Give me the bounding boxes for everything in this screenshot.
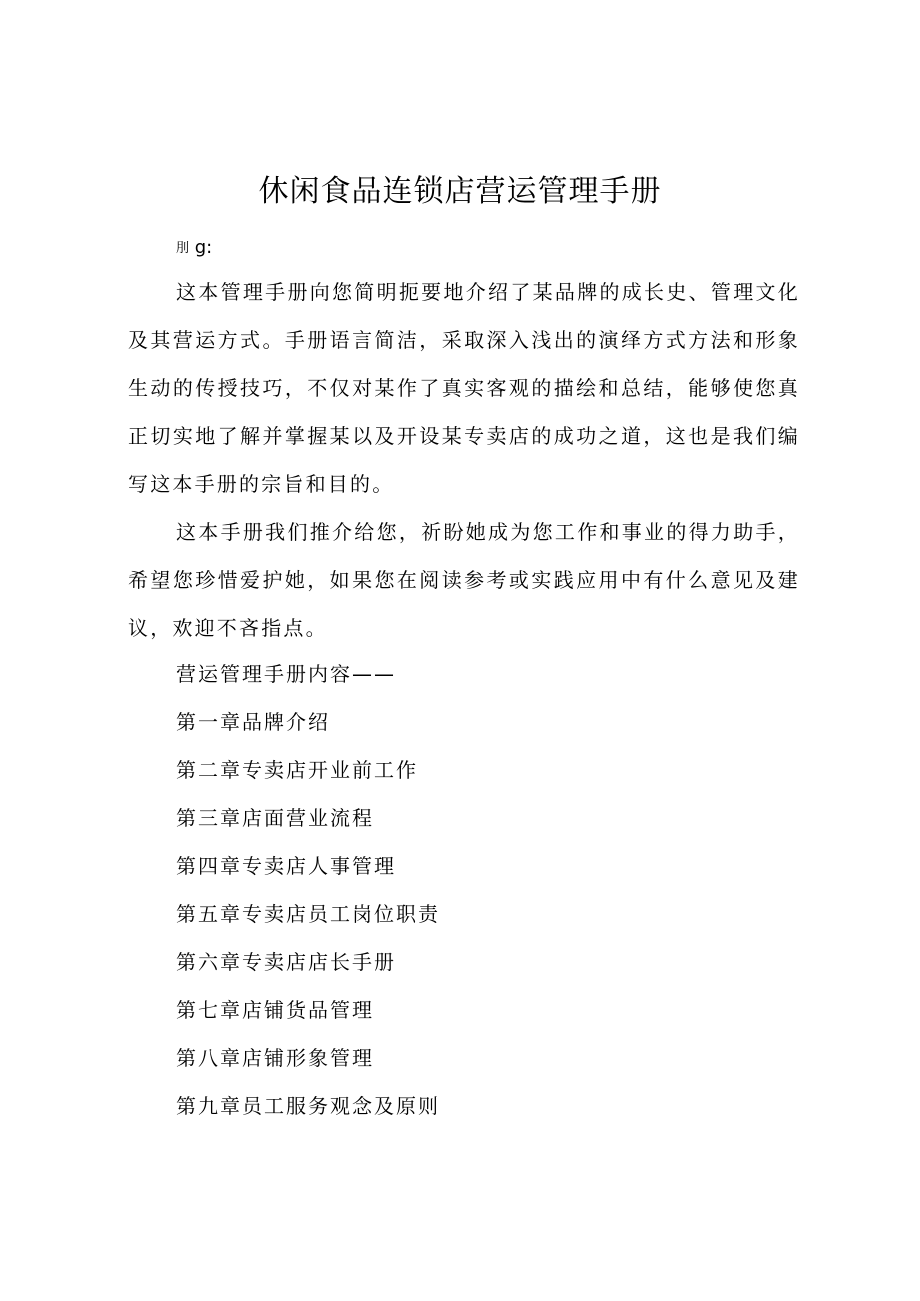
toc-item-chapter-2: 第二章专卖店开业前工作: [176, 758, 418, 782]
toc-item-chapter-1: 第一章品牌介绍: [176, 710, 330, 734]
intro-paragraph-1: 这本管理手册向您简明扼要地介绍了某品牌的成长史、管理文化及其营运方式。手册语言简洁，采取深入浅出的演绎方式方法和形象生动的传授技巧，不仅对某作了真实客观的描绘和总结，能够使您真正切实地了解并掌握某以及开设某专卖店的成功之道，这也是我们编写这本手册的宗旨和目的。: [128, 280, 800, 496]
document-title: 休闲食品连锁店营运管理手册: [258, 174, 662, 209]
toc-item-chapter-7: 第七章店铺货品管理: [176, 998, 374, 1022]
intro-paragraph-2: 这本手册我们推介给您，祈盼她成为您工作和事业的得力助手，希望您珍惜爱护她，如果您在阅读参考或实践应用中有什么意见及建议，欢迎不吝指点。: [128, 520, 800, 640]
preface-label: [176, 236, 212, 261]
toc-item-chapter-8: 第八章店铺形象管理: [176, 1046, 374, 1070]
preface-label-text: g:: [194, 237, 213, 258]
toc-heading: 营运管理手册内容——: [176, 662, 396, 686]
toc-item-chapter-3: 第三章店面营业流程: [176, 806, 374, 830]
toc-item-chapter-5: 第五章专卖店员工岗位职责: [176, 902, 440, 926]
toc-item-chapter-9: 第九章员工服务观念及原则: [176, 1094, 440, 1118]
toc-item-chapter-4: 第四章专卖店人事管理: [176, 854, 396, 878]
preface-label-glyph: 刖: [176, 241, 190, 256]
toc-item-chapter-6: 第六章专卖店店长手册: [176, 950, 396, 974]
table-of-contents: [176, 698, 440, 1130]
